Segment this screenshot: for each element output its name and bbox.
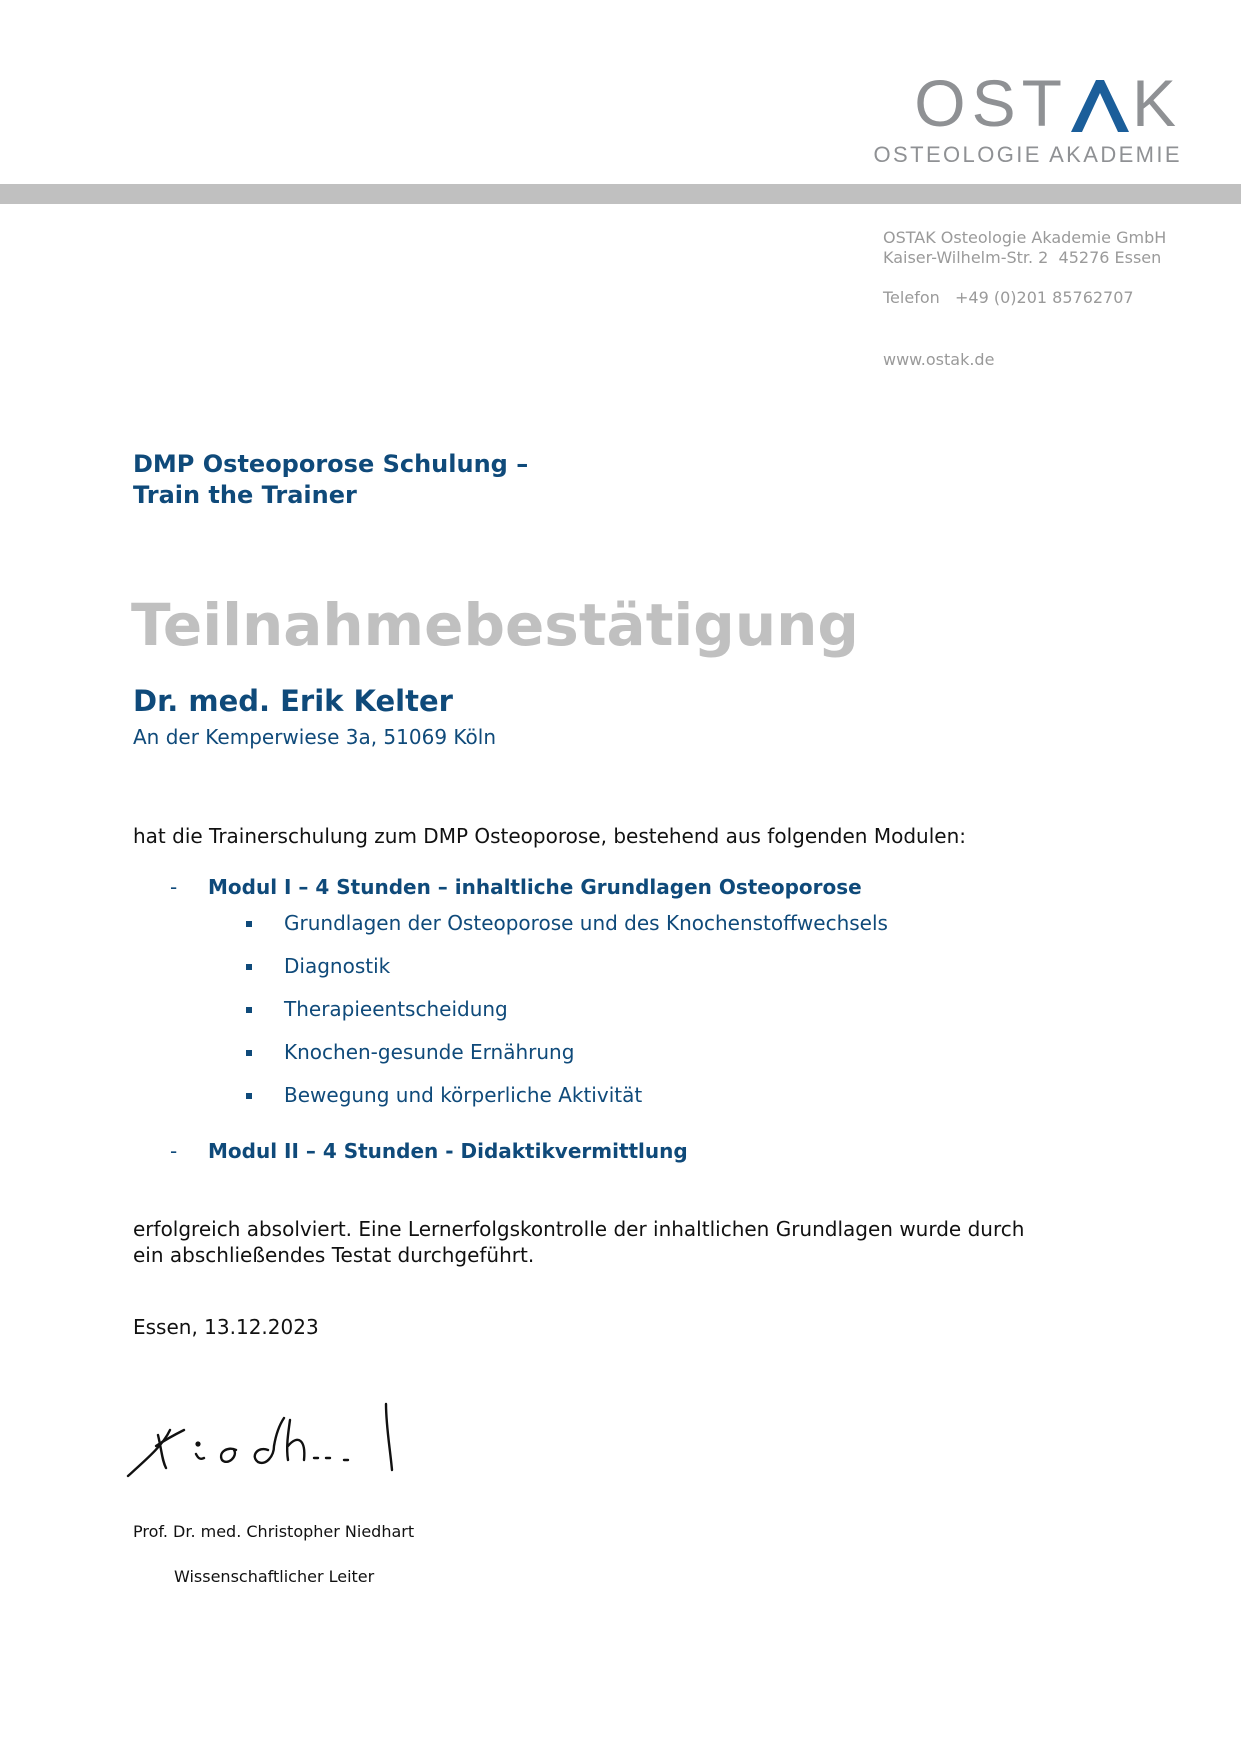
logo-word-left: OST — [914, 66, 1068, 140]
bullet-square-icon — [246, 1093, 252, 1099]
topic-label: Diagnostik — [284, 954, 391, 978]
intro-text: hat die Trainerschulung zum DMP Osteoporose, bestehend aus folgenden Modulen: — [133, 824, 966, 848]
signer-role: Wissenschaftlicher Leiter — [174, 1567, 375, 1586]
module-2-title: Modul II – 4 Stunden - Didaktikvermittlung — [208, 1139, 688, 1163]
list-item — [244, 1040, 888, 1083]
outro-text — [133, 1216, 1093, 1268]
logo-lambda-icon — [1071, 80, 1129, 132]
logo-wordmark — [874, 66, 1182, 140]
course-title-line1: DMP Osteoporose Schulung – — [133, 450, 529, 478]
place-date: Essen, 13.12.2023 — [133, 1315, 319, 1339]
header-band — [0, 184, 1241, 204]
signer-name: Prof. Dr. med. Christopher Niedhart — [133, 1522, 415, 1541]
bullet-square-icon — [246, 1007, 252, 1013]
topic-label: Therapieentscheidung — [284, 997, 508, 1021]
course-title-line2: Train the Trainer — [133, 481, 357, 509]
topic-label: Knochen-gesunde Ernährung — [284, 1040, 575, 1064]
module-1-dash: - — [170, 875, 178, 899]
topic-label: Bewegung und körperliche Aktivität — [284, 1083, 643, 1107]
module-2-dash: - — [170, 1139, 178, 1163]
handwritten-signature-icon — [118, 1390, 458, 1490]
topic-label: Grundlagen der Osteoporose und des Knochenstoffwechsels — [284, 911, 888, 935]
bullet-square-icon — [246, 1050, 252, 1056]
recipient-address: An der Kemperwiese 3a, 51069 Köln — [133, 725, 496, 749]
bullet-square-icon — [246, 921, 252, 927]
list-item — [244, 911, 888, 954]
sender-phone: Telefon +49 (0)201 85762707 — [883, 288, 1134, 307]
logo-word-right: K — [1131, 66, 1182, 140]
sender-website: www.ostak.de — [883, 350, 995, 369]
outro-line2: ein abschließendes Testat durchgeführt. — [133, 1243, 535, 1267]
sender-company: OSTAK Osteologie Akademie GmbH — [883, 228, 1167, 247]
list-item — [244, 997, 888, 1040]
list-item — [244, 954, 888, 997]
module-2 — [170, 1139, 688, 1163]
course-title — [133, 449, 528, 511]
logo-subtitle: OSTEOLOGIE AKADEMIE — [873, 142, 1182, 167]
ostak-logo — [873, 66, 1182, 168]
sender-block — [883, 228, 1166, 370]
list-item — [244, 1083, 888, 1126]
outro-line1: erfolgreich absolviert. Eine Lernerfolgskontrolle der inhaltlichen Grundlagen wurde durch — [133, 1217, 1025, 1241]
module-1 — [170, 875, 862, 899]
module-1-topics — [244, 911, 888, 1126]
recipient-name: Dr. med. Erik Kelter — [133, 684, 453, 718]
document-title: Teilnahmebestätigung — [131, 591, 859, 659]
bullet-square-icon — [246, 964, 252, 970]
sender-street: Kaiser-Wilhelm-Str. 2 45276 Essen — [883, 248, 1162, 267]
module-1-title: Modul I – 4 Stunden – inhaltliche Grundlagen Osteoporose — [208, 875, 862, 899]
